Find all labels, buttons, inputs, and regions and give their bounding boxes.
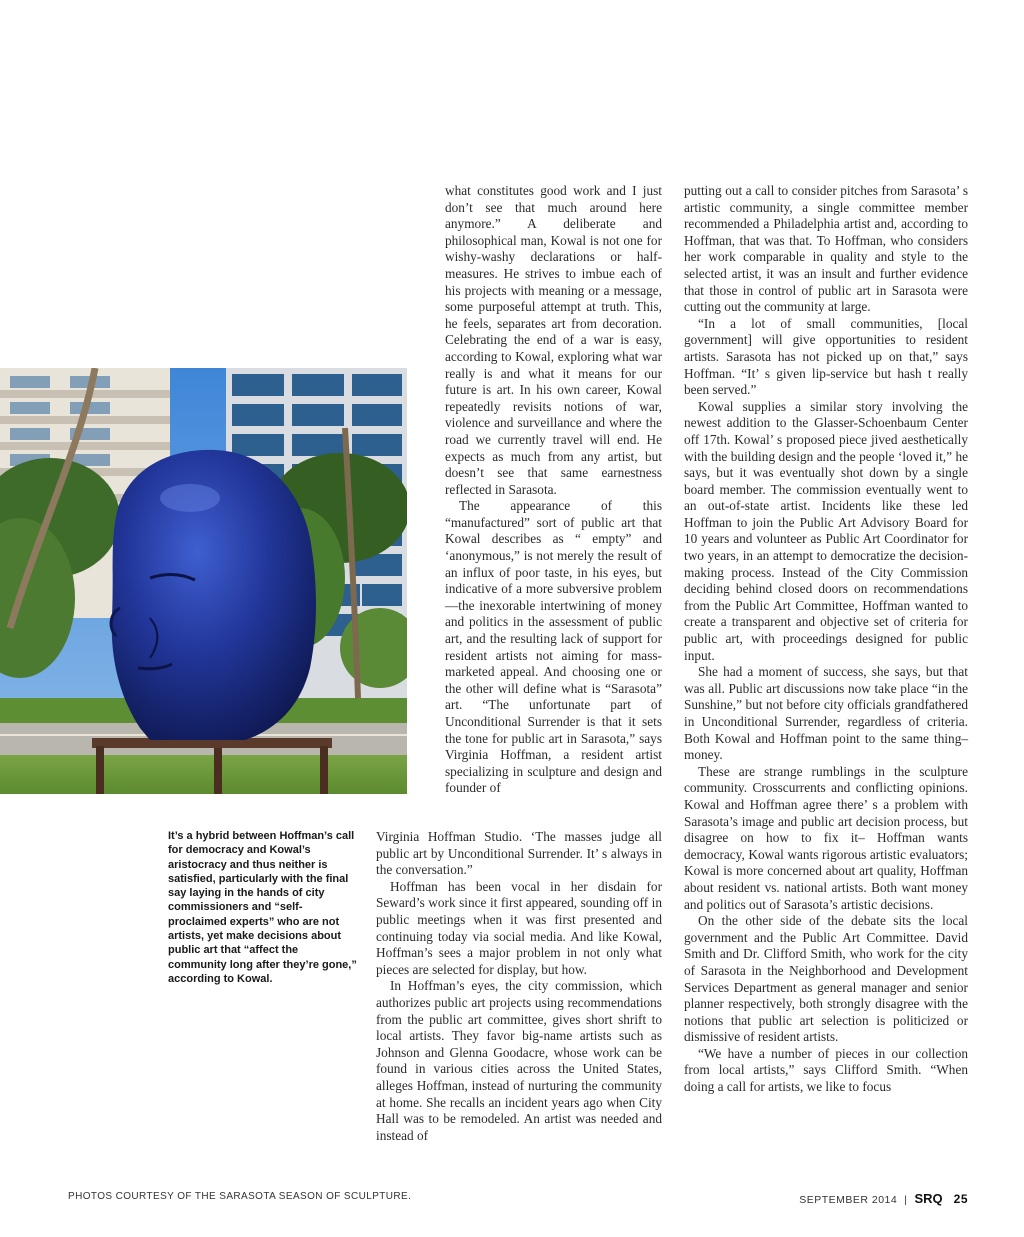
paragraph: Virginia Hoffman Studio. ‘The masses judge all public art by Unconditional Surrender. It’ s always in the conversation.”: [376, 829, 662, 878]
article-column-2-top: [445, 183, 662, 797]
photo-credit: PHOTOS COURTESY OF THE SARASOTA SEASON OF SCULPTURE.: [68, 1191, 412, 1202]
paragraph: On the other side of the debate sits the local government and the Public Art Committee. David Smith and Dr. Clifford Smith, who work for the city of Sarasota in the Neighborhood and Development Services Department as general manager and senior planner respectively, both strongly disagree with the notions that public art selection is politicized or dismissive of resident artists.: [684, 913, 968, 1045]
paragraph: putting out a call to consider pitches from Sarasota’ s artistic community, a single committee member recommended a Philadelphia artist and, according to Hoffman, that was that. To Hoffman, who considers her work comparable in quality and style to the selected artist, it was an insult and further evidence that those in control of public art in Sarasota were cutting out the community at large.: [684, 183, 968, 315]
paragraph: Hoffman has been vocal in her disdain for Seward’s work since it first appeared, sounding off in public meetings when it was first presented and continuing today via social media. And like Kowal, Hoffman’s sees a major problem in not only what pieces are selected for display, but how.: [376, 878, 662, 977]
issue-date: SEPTEMBER 2014: [799, 1194, 898, 1206]
folio-separator: |: [904, 1194, 908, 1206]
paragraph: “In a lot of small communities, [local government] will give opportunities to resident artists. Sarasota has not picked up on that,” says Hoffman. “It’ s given lip-service but hash t really been served.”: [684, 315, 968, 398]
article-column-3: [684, 183, 968, 1096]
paragraph: These are strange rumblings in the sculpture community. Crosscurrents and conflicting opinions. Kowal and Hoffman agree there’ s a problem with Sarasota’s image and public art decision process, but disagree on how to fix it– Hoffman wants democracy, Kowal wants rigorous artistic evaluators; Kowal is more concerned about art quality, Hoffman about resident vs. national artists. Both want money and politics out of Sarasota’s artistic decisions.: [684, 763, 968, 912]
sculpture-photo: [0, 368, 407, 794]
paragraph: what constitutes good work and I just don’t see that much around here anymore.” A deliberate and philosophical man, Kowal is not one for wishy-washy declarations or half-measures. He strives to imbue each of his projects with meaning or a message, some purposeful attempt at truth. This, he feels, separates art from decoration. Celebrating the end of a war is easy, according to Kowal, exploring what war really is and what it means for our future is art. In his own career, Kowal repeatedly revisits notions of war, violence and surveillance and where the road we currently travel will end. He expects as much from any artist, but doesn’t see that same earnestness reflected in Sarasota.: [445, 183, 662, 497]
magazine-name: SRQ: [914, 1191, 943, 1206]
page-number: 25: [953, 1192, 968, 1206]
paragraph: “We have a number of pieces in our collection from local artists,” says Clifford Smith. “When doing a call for artists, we like to focus: [684, 1045, 968, 1095]
article-column-2-bottom: [376, 829, 662, 1144]
paragraph: Kowal supplies a similar story involving the newest addition to the Glasser-Schoenbaum Center off 17th. Kowal’ s proposed piece jived aesthetically with the building design and the people ‘loved it,” he says, but it was eventually shot down by a single board member. The commission eventually went to an out-of-state artist. Incidents like these led Hoffman to join the Public Art Advisory Board for 10 years and volunteer as Public Art Coordinator for two years, in an attempt to democratize the decision-making process. Instead of the City Commission deciding behind closed doors on recommendations from the Public Art Committee, Hoffman wanted to create a transparent and objective set of criteria for public art, with proceedings designed for public input.: [684, 398, 968, 663]
folio: [799, 1191, 968, 1206]
paragraph: She had a moment of success, she says, but that was all. Public art discussions now take place “in the Sunshine,” but not before city officials grandfathered in Unconditional Surrender, regardless of criteria. Both Kowal and Hoffman point to the same thing– money.: [684, 664, 968, 763]
photo-caption: It’s a hybrid between Hoffman’s call for democracy and Kowal’s aristocracy and thus neither is satisfied, particularly with the final say laying in the hands of city commissioners and “self-proclaimed experts” who are not artists, yet make decisions about public art that “affect the community long after they’re gone,” according to Kowal.: [168, 830, 357, 985]
paragraph: The appearance of this “manufactured” sort of public art that Kowal describes as “ empty” and ‘anonymous,” is not merely the result of an influx of poor taste, in his eyes, but indicative of a more subversive problem—the inexorable intertwining of money and politics in the assessment of public art, and the resulting lack of support for resident artists not aiming for mass-marketed appeal. And choosing one or the other will define what is “Sarasota” art. “The unfortunate part of Unconditional Surrender is that it sets the tone for public art in Sarasota,” says Virginia Hoffman, a resident artist specializing in sculpture and design and founder of: [445, 498, 662, 796]
paragraph: In Hoffman’s eyes, the city commission, which authorizes public art projects using recommendations from the public art committee, gives short shrift to local artists. They favor big-name artists such as Johnson and Glenna Goodacre, whose work can be found in various cities across the United States, alleges Hoffman, instead of nurturing the community at home. She recalls an incident years ago when City Hall was to be remodeled. An artist was needed and instead of: [376, 978, 662, 1143]
